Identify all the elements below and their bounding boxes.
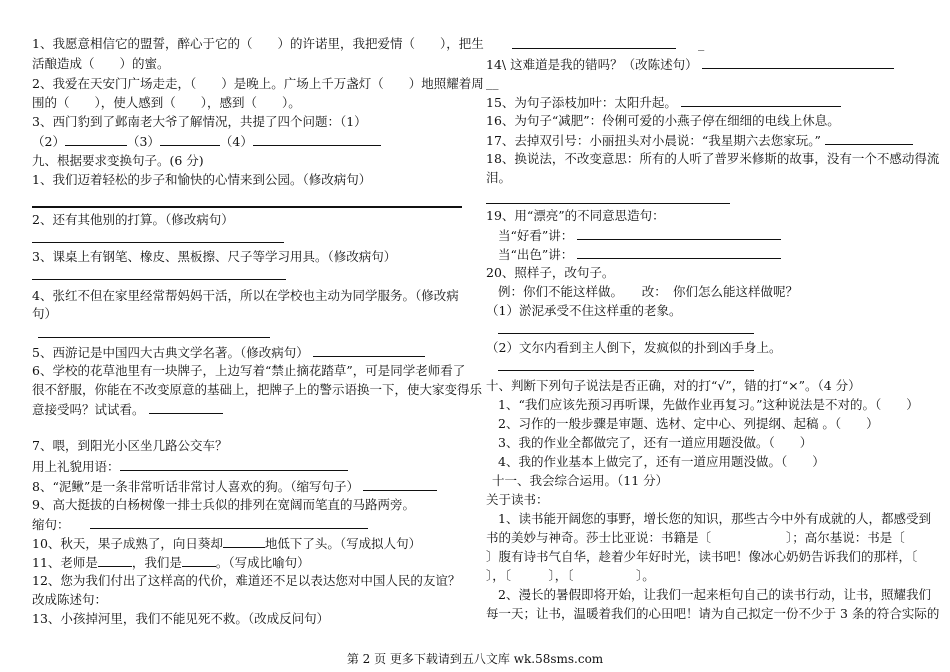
- s9-line-1: 9、高大挺拔的白杨树像一排士兵似的排列在宽阔而笔直的马路两旁。: [32, 497, 415, 512]
- s10-blank[interactable]: [223, 535, 265, 548]
- s19-prompt-1: 当“好看”讲：: [498, 228, 574, 243]
- judge-3: 3、我的作业全都做完了，还有一道应用题没做。（ ）: [498, 435, 813, 450]
- r1-line-1: 1、读书能开阔您的事野，增长您的知识，那些古今中外有成就的人，都感受到: [498, 511, 931, 526]
- section-9-heading: 九、根据要求变换句子。(6 分): [32, 153, 204, 168]
- s14-answer-tail: __: [486, 75, 499, 90]
- q3-line-2: [32, 133, 381, 150]
- s2-answer-line[interactable]: [32, 242, 284, 243]
- judge-4: 4、我的作业基本上做完了，还有一道应用题没做。（ ）: [498, 454, 825, 469]
- q3-line-1: 3、西门豹到了邺南老大爷了解情况，共提了四个问题：（1）: [32, 114, 367, 129]
- s19-text: 19、用“漂亮”的不同意思造句：: [486, 208, 665, 223]
- r1-line-3: 〕腹有诗书气自华，趁着少年好时光，读书吧！像冰心奶奶告诉我们的那样，〔: [486, 549, 918, 564]
- s1-answer-line[interactable]: [32, 206, 462, 208]
- r2-line-1: 2、漫长的暑假即将开始，让我们一起来柜句自己的读书行动，让书，照耀我们: [498, 587, 931, 602]
- s20-text: 20、照样子，改句子。: [486, 265, 615, 280]
- s10-part-1: 10、秋天，果子成熟了，向日葵却: [32, 536, 223, 551]
- q3-blank-3[interactable]: [160, 133, 220, 146]
- s15-line: [486, 94, 841, 111]
- judge-2: 2、习作的一般步骤是审题、选材、定中心、列提纲、起稿 。（ ）: [498, 416, 879, 431]
- s18-line-2: 泪。: [486, 170, 512, 185]
- s20-item-2: （2）文尔内看到主人倒下，发疯似的扑到凶手身上。: [486, 340, 782, 355]
- s15-answer-blank[interactable]: [681, 94, 841, 107]
- s17-answer-blank[interactable]: [825, 132, 913, 145]
- s20-answer-line-1[interactable]: [498, 333, 754, 334]
- s13-continuation-line[interactable]: [512, 48, 676, 49]
- s4-line-1: 4、张红不但在家里经常帮妈妈干活，所以在学校也主动为同学服务。（修改病: [32, 288, 459, 303]
- s19-answer-blank-1[interactable]: [577, 227, 781, 240]
- s5-answer-blank[interactable]: [313, 344, 425, 357]
- s3-text: 3、课桌上有钢笔、橡皮、黑板擦、尺子等学习用具。（修改病句）: [32, 249, 397, 264]
- s12-line-2: 改成陈述句：: [32, 592, 108, 607]
- s10-part-2: 地低下了头。（写成拟人句）: [264, 536, 422, 551]
- s13-text: 13、小孩掉河里，我们不能见死不救。（改成反问句）: [32, 611, 330, 626]
- s19-line-2: [498, 246, 781, 263]
- s7-line-1: 7、喂，到阳光小区坐几路公交车？: [32, 438, 228, 453]
- q2-line-1: 2、我爱在天安门广场走走，（ ）是晚上。广场上千万盏灯（ ）地照耀着周: [32, 76, 484, 91]
- s8-line: [32, 478, 437, 495]
- s14-text: 14\ 这难道是我的错吗？（改陈述句）: [486, 57, 698, 72]
- s7-prompt: 用上礼貌用语：: [32, 459, 120, 474]
- s11-part-1: 11、老师是: [32, 555, 98, 570]
- q3-blank-2[interactable]: [65, 133, 127, 146]
- s10-line: [32, 535, 421, 552]
- r2-line-2: 每一天；让书，温暖着我们的心田吧！请为自己拟定一份不少于 3 条的符合实际的: [486, 606, 940, 621]
- q1-line-1: 1、我愿意相信它的盟誓，醉心于它的（ ）的许诺里，我把爱情（ ），把生: [32, 36, 484, 51]
- s7-line-2: [32, 458, 348, 475]
- s14-answer-blank[interactable]: [702, 56, 894, 69]
- s6-line-1: 6、学校的花草池里有一块牌子，上边写着“禁止摘花踏草”，可是同学老师看了: [32, 363, 466, 378]
- s4-line-2: 句）: [32, 306, 58, 321]
- s17-line: [486, 132, 913, 149]
- s13-continuation-dash: _: [698, 36, 705, 51]
- q2-line-2: 围的（ ），使人感到（ ），感到（ ）。: [32, 95, 301, 110]
- r1-line-2: 书的美妙与神奇。莎士比亚说：书籍是〔 〕；高尔基说：书是〔: [486, 530, 905, 545]
- s19-answer-blank-2[interactable]: [577, 246, 781, 259]
- s9-line-2: [32, 516, 368, 533]
- page-footer: 第 2 页 更多下载请到五八文库 wk.58sms.com: [346, 652, 604, 666]
- s15-text: 15、为句子添枝加叶：太阳升起。: [486, 95, 677, 110]
- q3-part-4: （4）: [219, 134, 253, 149]
- s5-line: [32, 344, 425, 361]
- q3-blank-4[interactable]: [253, 133, 381, 146]
- s16-text: 16、为句子“减肥”：伶俐可爱的小燕子停在细细的电线上休息。: [486, 113, 840, 128]
- section-11-heading: 十一、我会综合运用。（11 分）: [492, 473, 669, 488]
- s20-answer-line-2[interactable]: [498, 370, 754, 371]
- s14-line: [486, 56, 894, 73]
- s5-text: 5、西游记是中国四大古典文学名著。（修改病句）: [32, 345, 309, 360]
- s6-text: 意接受吗？试试看。: [32, 402, 145, 417]
- s20-item-1: （1）淤泥承受不住这样重的老象。: [486, 303, 682, 318]
- s6-answer-blank[interactable]: [149, 401, 223, 414]
- s12-line-1: 12、您为我们付出了这样高的代价，难道还不足以表达您对中国人民的友谊？: [32, 573, 461, 588]
- s9-answer-blank[interactable]: [90, 516, 368, 529]
- s11-line: [32, 554, 310, 571]
- s8-text: 8、“泥鳅”是一条非常听话非常讨人喜欢的狗。（缩写句子）: [32, 479, 359, 494]
- s7-answer-blank[interactable]: [120, 458, 348, 471]
- judge-1: 1、“我们应该先预习再听课，先做作业再复习。”这种说法是不对的。（ ）: [498, 397, 919, 412]
- s6-line-2: 很不舒服，你能在不改变原意的基础上，把牌子上的警示语换一下，使大家变得乐: [32, 382, 483, 397]
- q3-part-2: （2）: [32, 134, 65, 149]
- s11-part-3: 。（写成比喻句）: [215, 555, 310, 570]
- s18-line-1: 18、换说法，不改变意思：所有的人听了普罗米修斯的故事，没有一个不感动得流: [486, 151, 940, 166]
- reading-title: 关于读书：: [486, 492, 549, 507]
- s9-prompt: 缩句：: [32, 517, 70, 532]
- s11-blank-1[interactable]: [98, 554, 132, 567]
- s19-line-1: [498, 227, 781, 244]
- s11-blank-2[interactable]: [182, 554, 216, 567]
- s19-prompt-2: 当“出色”讲：: [498, 247, 574, 262]
- s2-text: 2、还有其他别的打算。（修改病句）: [32, 212, 234, 227]
- s8-answer-blank[interactable]: [363, 478, 437, 491]
- s17-text: 17、去掉双引号：小丽扭头对小晨说：“我星期六去您家玩。”: [486, 133, 821, 148]
- s6-line-3: [32, 401, 223, 418]
- s3-answer-line[interactable]: [32, 279, 286, 280]
- q3-part-3: （3）: [126, 134, 160, 149]
- q1-line-2: 活酿造成（ ）的蜜。: [32, 56, 170, 71]
- s11-part-2: ，我们是: [131, 555, 182, 570]
- section-10-heading: 十、判断下列句子说法是否正确，对的打“√”，错的打“×”。（4 分）: [486, 378, 861, 393]
- r1-line-4: 〕，〔 〕，〔 〕。: [486, 568, 655, 583]
- s18-answer-line[interactable]: [486, 203, 730, 204]
- s1-text: 1、我们迈着轻松的步子和愉快的心情来到公园。（修改病句）: [32, 172, 372, 187]
- s20-example: 例：你们不能这样做。 改： 你们怎么能这样做呢？: [498, 284, 799, 299]
- s4-answer-line[interactable]: [38, 337, 270, 338]
